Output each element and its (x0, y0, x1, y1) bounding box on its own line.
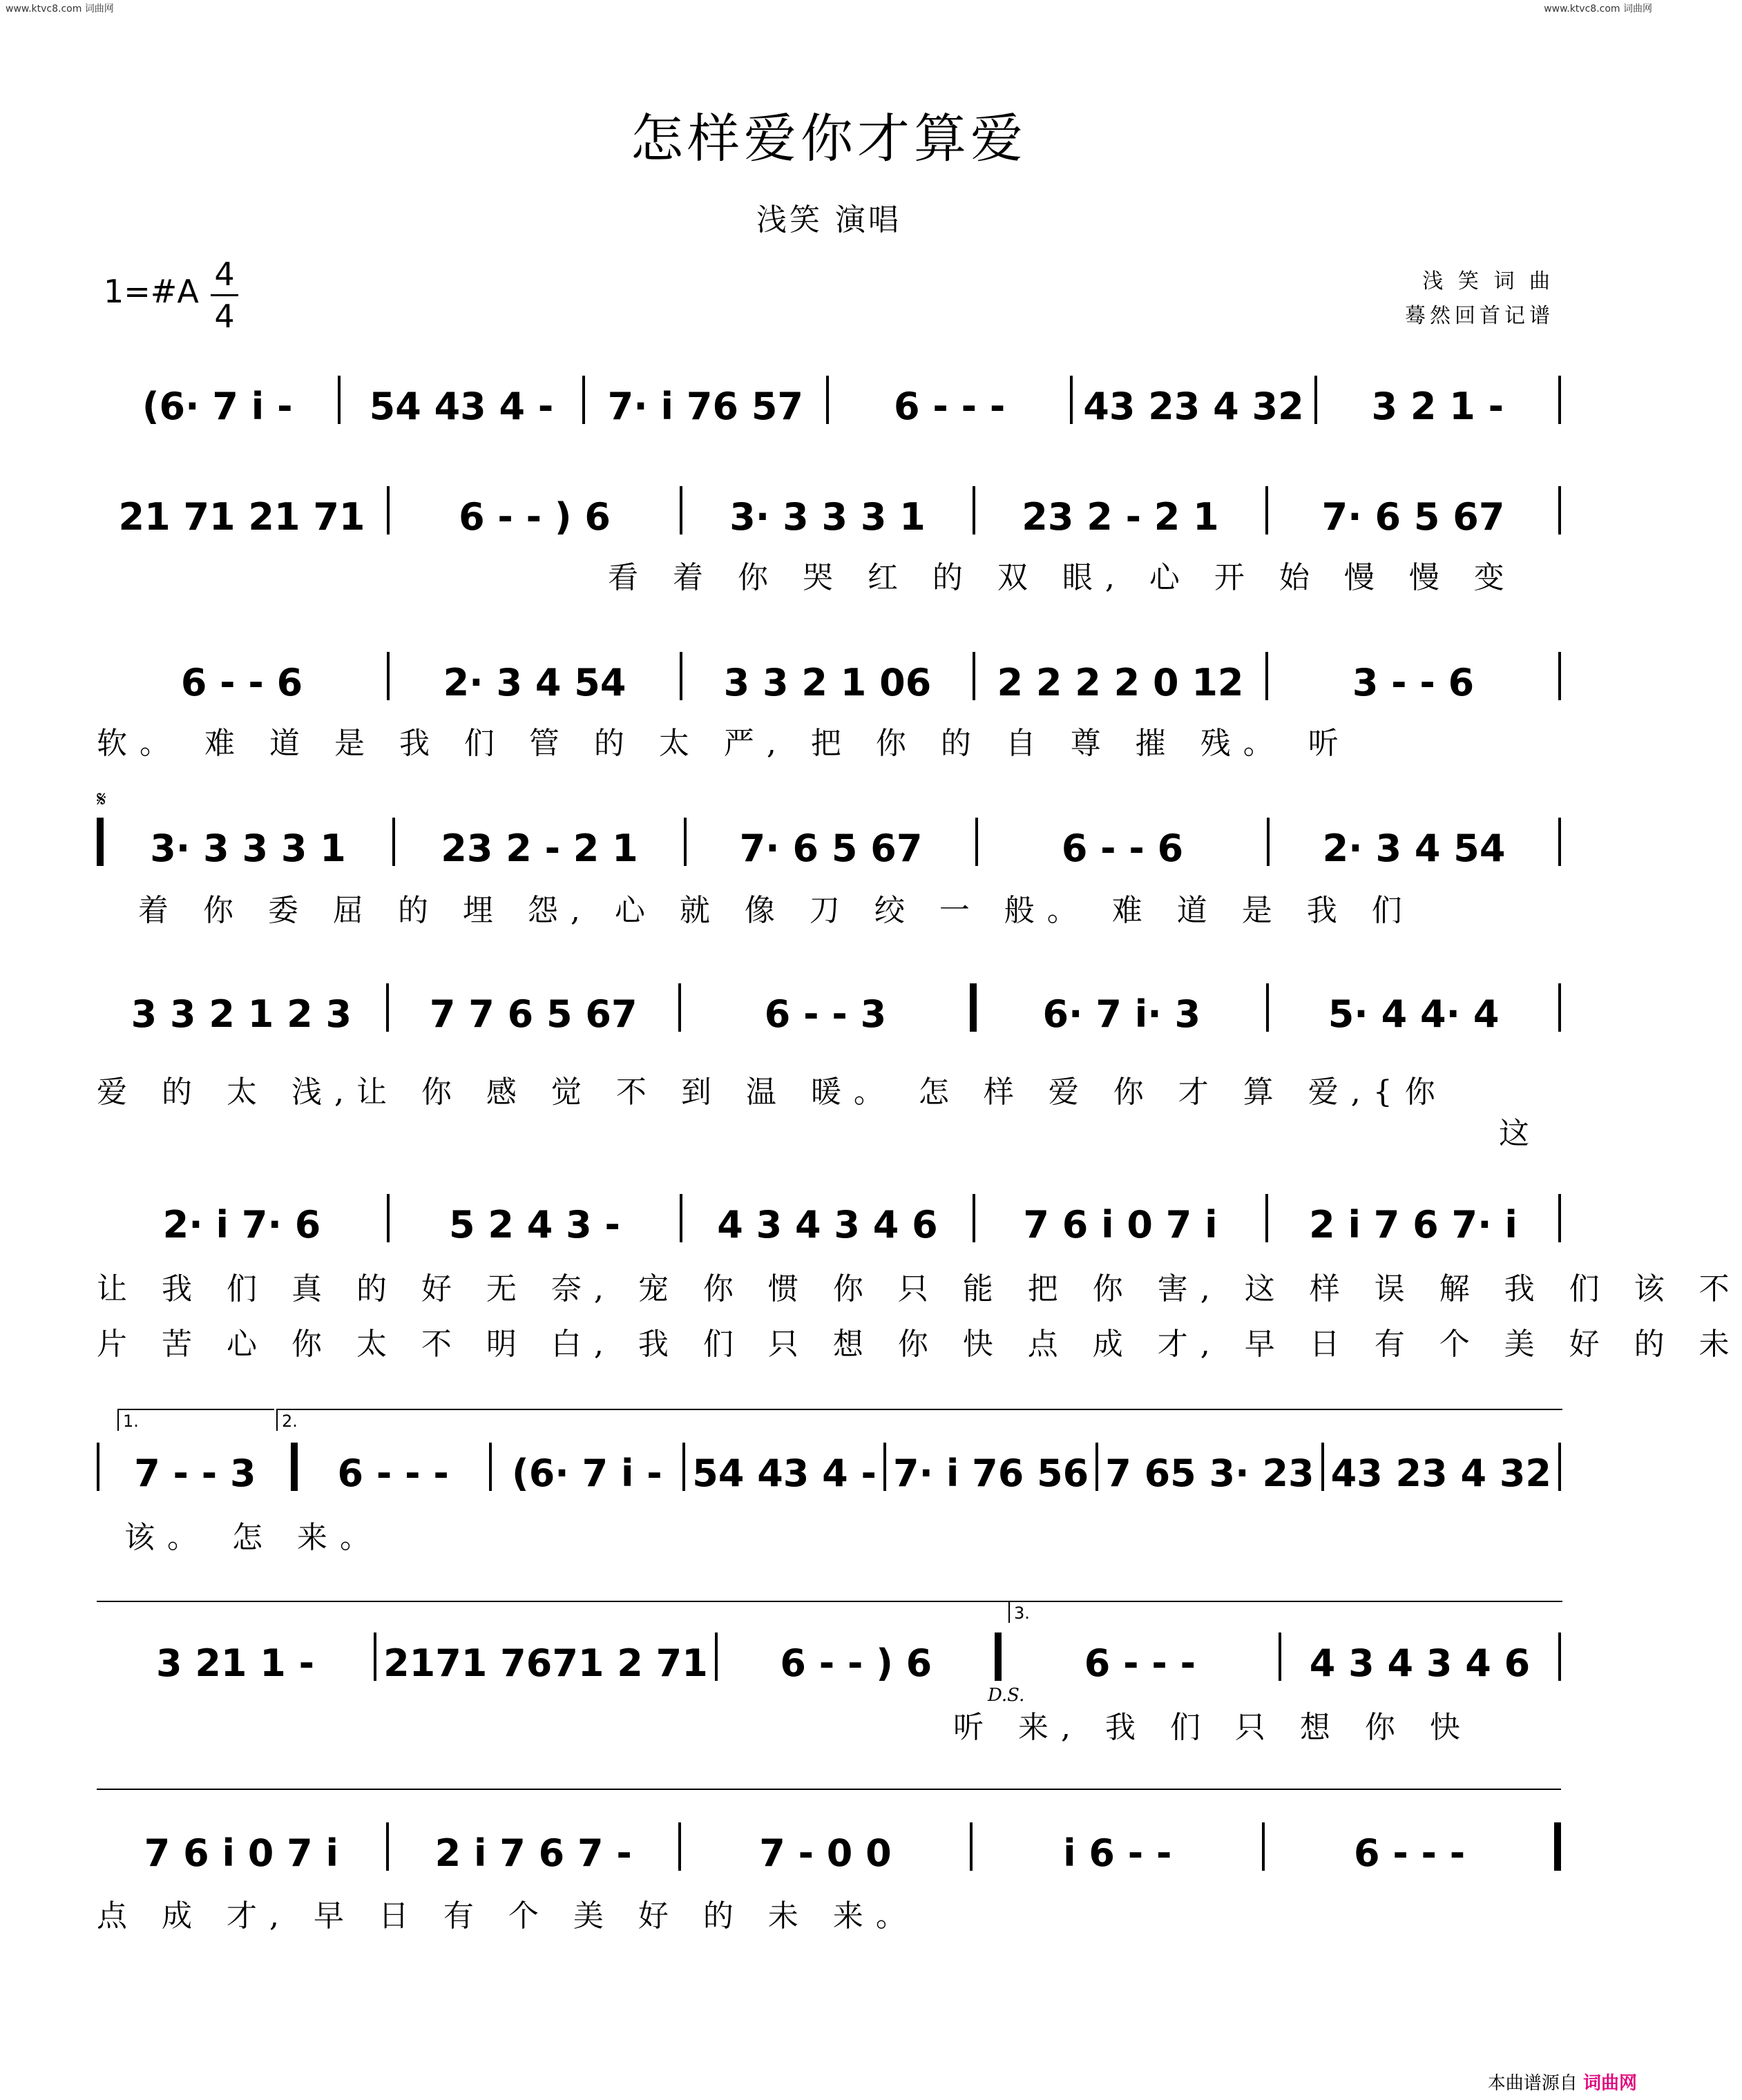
barline (1558, 1632, 1561, 1681)
staff-row-2 (97, 483, 1561, 539)
footer-label: 本曲谱源自 (1487, 2073, 1578, 2094)
measure: 3 21 1 - (155, 1641, 315, 1685)
dal-segno-mark: D.S. (988, 1685, 1025, 1706)
measure: 2 2 2 2 0 12 (997, 661, 1244, 704)
staff-row-1 (97, 373, 1561, 428)
measure: 21 71 21 71 (118, 495, 365, 539)
staff-row-9 (97, 1820, 1561, 1875)
source-footer (1488, 2069, 1637, 2094)
measure: 54 43 4 - (692, 1452, 877, 1495)
measure: 7 65 3· 23 (1105, 1452, 1314, 1495)
staff-row-6 (97, 1191, 1561, 1246)
barline (1558, 1194, 1561, 1242)
barline (1558, 983, 1561, 1032)
first-ending-label: 1. (123, 1412, 139, 1431)
segno-icon: 𝄋 (97, 786, 106, 812)
lyric-line: 听 来, 我 们 只 想 你 快 (953, 1710, 1473, 1745)
barline (1558, 652, 1561, 700)
singer-line: 浅笑 演唱 (756, 202, 901, 238)
measure: 7· 6 5 67 (1321, 495, 1505, 539)
measure: 7 - - 3 (134, 1452, 256, 1495)
measure: 2 i 7 6 7 - (434, 1831, 632, 1875)
measure: 6 - - ) 6 (459, 495, 611, 539)
measure: 7 - 0 0 (759, 1831, 892, 1875)
staff-row-3 (97, 649, 1561, 704)
page-title: 怎样爱你才算爱 (631, 108, 1027, 169)
measure: 5· 4 4· 4 (1328, 992, 1500, 1036)
time-top: 4 (214, 256, 235, 293)
measure: 3 3 2 1 06 (723, 661, 932, 704)
lyric-line: 这 (1499, 1116, 1542, 1151)
measure: 6 - - 6 (1061, 827, 1184, 870)
measure: 6 - - - (894, 385, 1006, 428)
measure: 3 - - 6 (1352, 661, 1475, 704)
measure: 3· 3 3 3 1 (729, 495, 926, 539)
second-ending-bracket (276, 1409, 1562, 1431)
measure: 2· i 7· 6 (162, 1203, 321, 1246)
lyric-line: 让 我 们 真 的 好 无 奈, 宠 你 惯 你 只 能 把 你 害, 这 样 误 解 我 们 该 不 (97, 1271, 1742, 1307)
measure: 23 2 - 2 1 (1022, 495, 1219, 539)
second-ending-label: 2. (282, 1412, 298, 1431)
measure: 2 i 7 6 7· i (1309, 1203, 1518, 1246)
measure: 6 - - 3 (764, 992, 887, 1036)
credit-transcriber: 蓦然回首记谱 (1405, 304, 1554, 328)
staff-row-7 (97, 1440, 1561, 1495)
measure: 54 43 4 - (369, 385, 554, 428)
third-ending-label: 3. (1014, 1603, 1030, 1623)
lyric-line: 片 苦 心 你 太 不 明 白, 我 们 只 想 你 快 点 成 才, 早 日 有 个 美 好 的 未 (97, 1327, 1742, 1362)
final-barline (1554, 1822, 1561, 1871)
barline (1558, 818, 1561, 866)
measure: 5 2 4 3 - (449, 1203, 620, 1246)
credit-lyrics-music: 浅 笑 词 曲 (1422, 269, 1554, 293)
site-watermark-left: www.ktvc8.com 词曲网 (6, 3, 114, 15)
measure: 6 - - - (1084, 1641, 1196, 1685)
footer-brand-link[interactable]: 词曲网 (1582, 2073, 1637, 2094)
key-signature: 1=#A (104, 273, 199, 310)
measure: 7 6 i 0 7 i (144, 1831, 339, 1875)
lyric-line: 着 你 委 屈 的 埋 怨, 心 就 像 刀 绞 一 般。 难 道 是 我 们 (138, 893, 1415, 928)
first-ending-bracket (117, 1409, 274, 1431)
measure: 43 23 4 32 (1330, 1452, 1552, 1495)
measure: 4 3 4 3 4 6 (717, 1203, 938, 1246)
measure: 7· 6 5 67 (739, 827, 923, 870)
double-barline (995, 1632, 1002, 1681)
measure: (6· 7 i - (512, 1452, 662, 1495)
repeat-end-barline (291, 1443, 298, 1491)
measure: (6· 7 i - (142, 385, 293, 428)
measure: 3 3 2 1 2 3 (131, 992, 352, 1036)
measure: 2· 3 4 54 (443, 661, 626, 704)
measure: 7 6 i 0 7 i (1023, 1203, 1218, 1246)
time-signature (211, 256, 238, 335)
lyric-line: 看 着 你 哭 红 的 双 眼, 心 开 始 慢 慢 变 (608, 560, 1517, 595)
measure: 43 23 4 32 (1083, 385, 1304, 428)
measure: 6 - - 6 (180, 661, 303, 704)
measure: 2· 3 4 54 (1322, 827, 1506, 870)
measure: 6 - - ) 6 (780, 1641, 932, 1685)
lyric-line: 爱 的 太 浅,让 你 感 觉 不 到 温 暖。 怎 样 爱 你 才 算 爱,{你 (97, 1075, 1448, 1110)
measure: 3 2 1 - (1371, 385, 1504, 428)
staff-row-4 (97, 815, 1561, 870)
repeat-start-barline (970, 983, 977, 1032)
barline (1558, 376, 1561, 424)
measure: 3· 3 3 3 1 (150, 827, 346, 870)
site-watermark-right: www.ktvc8.com 词曲网 (1544, 3, 1652, 15)
measure: 7· i 76 57 (607, 385, 803, 428)
third-ending-bracket (1008, 1601, 1562, 1623)
lyric-line: 点 成 才, 早 日 有 个 美 好 的 未 来。 (97, 1898, 919, 1934)
time-bottom: 4 (214, 298, 235, 335)
measure: 7 7 6 5 67 (429, 992, 638, 1036)
lyric-line: 该。 怎 来。 (124, 1520, 383, 1555)
measure: 2171 7671 2 71 (383, 1641, 708, 1685)
staff-row-8 (97, 1630, 1561, 1685)
measure: 23 2 - 2 1 (441, 827, 638, 870)
system-rule (97, 1789, 1561, 1790)
barline (1558, 486, 1561, 534)
measure: 6 - - - (337, 1452, 449, 1495)
measure: 4 3 4 3 4 6 (1309, 1641, 1531, 1685)
barline (1558, 1443, 1561, 1491)
measure: 6· 7 i· 3 (1042, 992, 1201, 1036)
time-divider (211, 294, 238, 296)
measure: 7· i 76 56 (892, 1452, 1089, 1495)
barline (97, 818, 104, 866)
measure: i 6 - - (1063, 1831, 1172, 1875)
staff-row-5 (97, 981, 1561, 1036)
measure: 6 - - - (1353, 1831, 1466, 1875)
lyric-line: 软。 难 道 是 我 们 管 的 太 严, 把 你 的 自 尊 摧 残。 听 (97, 726, 1351, 761)
